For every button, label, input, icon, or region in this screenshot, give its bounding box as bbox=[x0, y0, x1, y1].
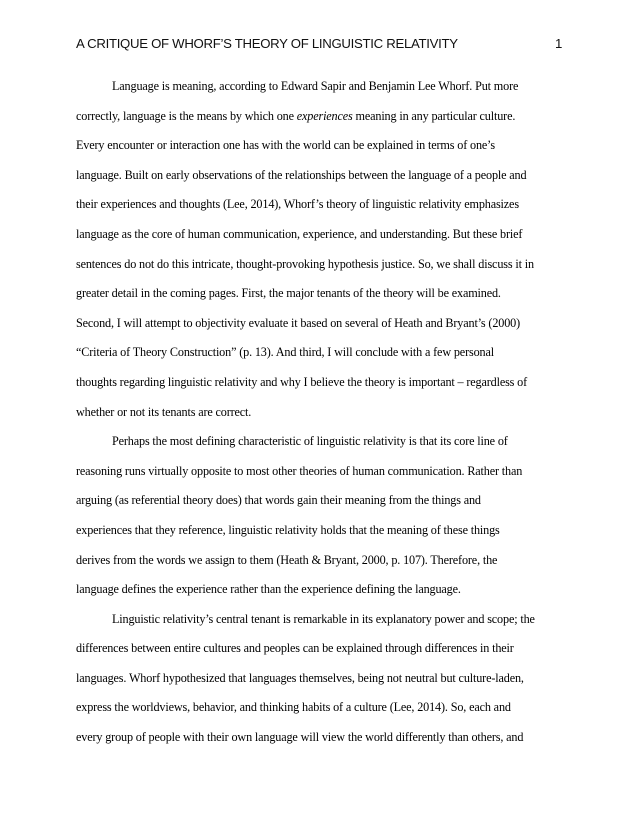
text-segment: Linguistic relativity’s central tenant is remarkable in its explanatory power and scope; the bbox=[112, 611, 535, 626]
text-line bbox=[76, 220, 562, 250]
text-segment: sentences do not do this intricate, thought-provoking hypothesis justice. So, we shall discuss it in bbox=[76, 256, 534, 271]
text-segment: correctly, language is the means by which one bbox=[76, 108, 297, 123]
text-segment: Second, I will attempt to objectivity evaluate it based on several of Heath and Bryant’s (2000) bbox=[76, 315, 521, 330]
text-segment: language as the core of human communication, experience, and understanding. But these brief bbox=[76, 226, 523, 241]
text-line bbox=[76, 309, 562, 339]
text-line bbox=[76, 250, 562, 280]
text-line bbox=[76, 457, 562, 487]
text-segment: arguing (as referential theory does) that words gain their meaning from the things and bbox=[76, 493, 481, 508]
text-segment: differences between entire cultures and peoples can be explained through differences in their bbox=[76, 641, 514, 656]
text-segment: every group of people with their own language will view the world differently than others, and bbox=[76, 730, 524, 745]
text-segment: express the worldviews, behavior, and thinking habits of a culture (Lee, 2014). So, each and bbox=[76, 700, 511, 715]
text-line bbox=[76, 102, 562, 132]
text-line bbox=[76, 72, 562, 102]
text-line bbox=[76, 398, 562, 428]
text-segment: their experiences and thoughts (Lee, 2014), Whorf’s theory of linguistic relativity emphasizes bbox=[76, 197, 519, 212]
text-segment: language defines the experience rather than the experience defining the language. bbox=[76, 582, 461, 597]
text-line bbox=[76, 723, 562, 753]
page-number: 1 bbox=[554, 36, 562, 51]
text-line bbox=[76, 546, 562, 576]
text-segment: thoughts regarding linguistic relativity and why I believe the theory is important – regardless of bbox=[76, 374, 528, 389]
text-segment: meaning in any particular culture. bbox=[352, 108, 516, 123]
text-line bbox=[76, 516, 562, 546]
text-segment: derives from the words we assign to them (Heath & Bryant, 2000, p. 107). Therefore, the bbox=[76, 552, 498, 567]
text-line bbox=[76, 693, 562, 723]
body-text bbox=[76, 72, 562, 753]
text-line bbox=[76, 664, 562, 694]
text-line bbox=[76, 161, 562, 191]
text-line bbox=[76, 634, 562, 664]
text-line bbox=[76, 279, 562, 309]
text-segment: greater detail in the coming pages. First, the major tenants of the theory will be examined. bbox=[76, 286, 501, 301]
text-line bbox=[76, 338, 562, 368]
text-line bbox=[76, 427, 562, 457]
text-segment: reasoning runs virtually opposite to most other theories of human communication. Rather than bbox=[76, 463, 523, 478]
text-segment: whether or not its tenants are correct. bbox=[76, 404, 252, 419]
page-header bbox=[76, 36, 562, 58]
text-line bbox=[76, 605, 562, 635]
italic-text: experiences bbox=[296, 108, 353, 123]
text-segment: Perhaps the most defining characteristic of linguistic relativity is that its core line of bbox=[112, 434, 508, 449]
text-line bbox=[76, 190, 562, 220]
text-segment: Language is meaning, according to Edward Sapir and Benjamin Lee Whorf. Put more bbox=[112, 79, 519, 93]
text-segment: Every encounter or interaction one has with the world can be explained in terms of one’s bbox=[76, 138, 495, 153]
text-segment: languages. Whorf hypothesized that languages themselves, being not neutral but culture-laden, bbox=[76, 670, 524, 685]
running-head: A CRITIQUE OF WHORF’S THEORY OF LINGUISTIC RELATIVITY bbox=[76, 36, 458, 51]
text-segment: experiences that they reference, linguistic relativity holds that the meaning of these things bbox=[76, 522, 500, 537]
text-line bbox=[76, 575, 562, 605]
text-segment: language. Built on early observations of the relationships between the language of a people and bbox=[76, 167, 527, 182]
text-segment: “Criteria of Theory Construction” (p. 13). And third, I will conclude with a few personal bbox=[76, 345, 494, 360]
text-line bbox=[76, 486, 562, 516]
text-line bbox=[76, 131, 562, 161]
text-line bbox=[76, 368, 562, 398]
